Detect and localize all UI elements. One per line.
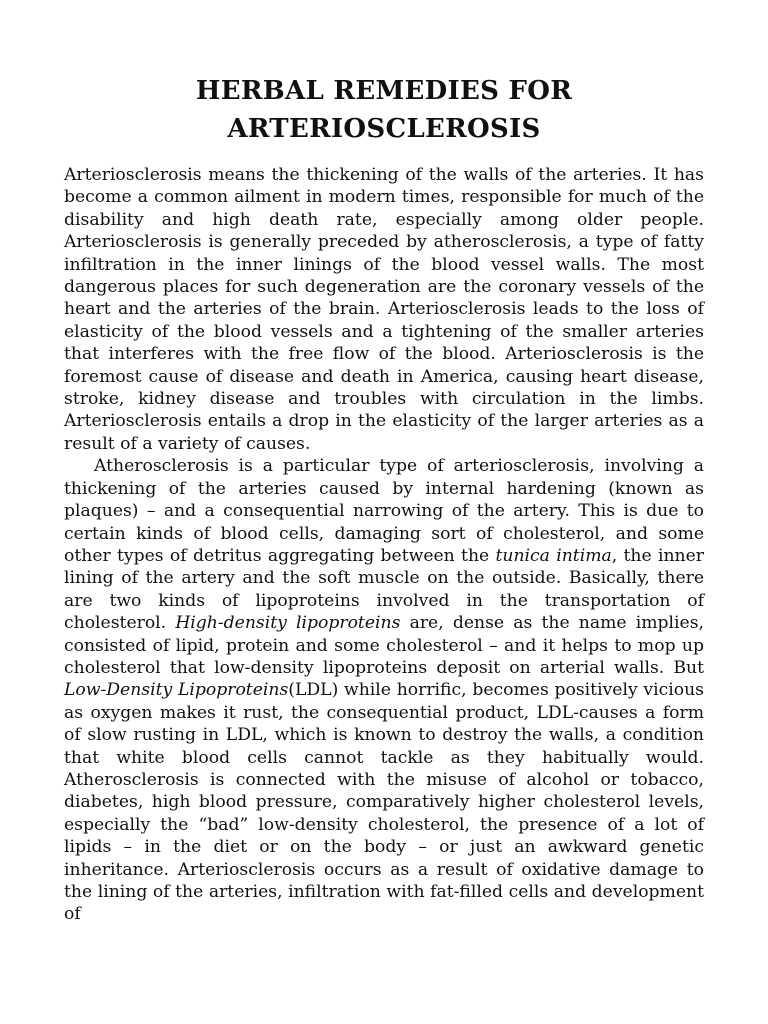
italic-term-ldl: Low-Density Lipoproteins	[64, 680, 289, 701]
paragraph-2-text-2: , the inner lining of the artery and the soft muscle on the outside. Basically, there are two kinds of lipoproteins involved in the transportation of cholesterol.	[64, 545, 704, 634]
paragraph-2-text-1: Atherosclerosis is a particular type of arteriosclerosis, involving a thickening of the arteries caused by internal hardening (known as plaques) – and a consequential narrowing of the artery. This is due to certain kinds of blood cells, damaging sort of cholesterol, and some other types of detritus aggregating between the	[64, 456, 704, 566]
paragraph-2-text-4: (LDL) while horrific, becomes positively vicious as oxygen makes it rust, the consequential product, LDL-causes a form of slow rusting in LDL, which is known to destroy the walls, a condition that white blood cells cannot tackle as they habitually would. Atherosclerosis is connected with the misuse of alcohol or tobacco, diabetes, high blood pressure, comparatively higher cholesterol levels, especially the “bad” low-density cholesterol, the presence of a lot of lipids – in the diet or on the body – or just an awkward genetic inheritance. Arteriosclerosis occurs as a result of oxidative damage to the lining of the arteries, infiltration with fat-filled cells and development of	[64, 680, 704, 925]
title-line-2: ARTERIOSCLEROSIS	[227, 114, 541, 144]
page-title	[64, 72, 704, 148]
paragraph-1: Arteriosclerosis means the thickening of the walls of the arteries. It has become a common ailment in modern times, responsible for much of the disability and high death rate, especially among older people. Arteriosclerosis is generally preceded by atherosclerosis, a type of fatty infiltration in the inner linings of the blood vessel walls. The most dangerous places for such degeneration are the coronary vessels of the heart and the arteries of the brain. Arteriosclerosis leads to the loss of elasticity of the blood vessels and a tightening of the smaller arteries that interferes with the free flow of the blood. Arteriosclerosis is the foremost cause of disease and death in America, causing heart disease, stroke, kidney disease and troubles with circulation in the limbs. Arteriosclerosis entails a drop in the elasticity of the larger arteries as a result of a variety of causes.	[64, 165, 704, 454]
italic-term-tunica-intima: tunica intima	[495, 545, 612, 566]
paragraph-2	[64, 455, 704, 926]
italic-term-hdl: High-density lipoproteins	[175, 613, 401, 634]
title-line-1: HERBAL REMEDIES FOR	[195, 76, 573, 106]
paragraph-2-text-3: are, dense as the name implies, consisted of lipid, protein and some cholesterol – and it helps to mop up cholesterol that low-density lipoproteins deposit on arterial walls. But	[64, 613, 704, 678]
